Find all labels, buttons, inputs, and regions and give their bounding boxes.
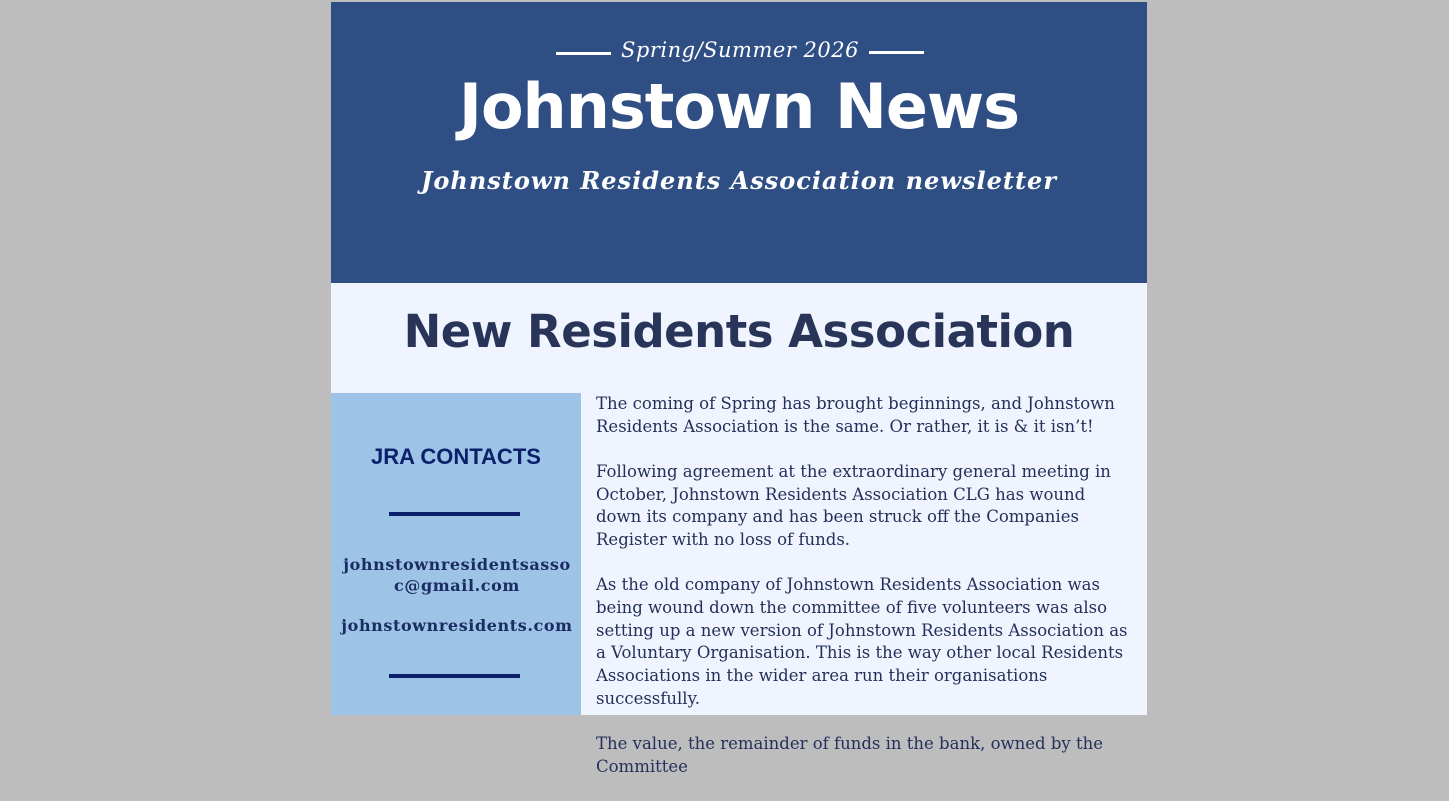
article-paragraph: The value, the remainder of funds in the bank, owned by the Committee [596, 733, 1103, 776]
article-body [596, 393, 1131, 801]
season-rule-right [869, 51, 924, 54]
sidebar-divider-bottom [389, 674, 520, 678]
contacts-heading: JRA CONTACTS [371, 444, 541, 469]
section-heading: New Residents Association [403, 305, 1075, 358]
sidebar-divider-top [389, 512, 520, 516]
contacts-sidebar [331, 393, 581, 715]
contact-email-link[interactable]: johnstownresidentsassoc@gmail.com [343, 555, 571, 595]
newsletter-subtitle: Johnstown Residents Association newsletter [421, 166, 1057, 195]
masthead [331, 2, 1147, 283]
season-label: Spring/Summer 2026 [621, 38, 859, 62]
article-paragraph: Following agreement at the extraordinary general meeting in October, Johnstown Residents Association CLG has wound down its company and has been struck off the Companies Register with no loss of funds. [596, 461, 1111, 550]
contact-website-link[interactable]: johnstownresidents.com [341, 616, 573, 635]
newsletter-page [331, 2, 1147, 776]
article-paragraph: As the old company of Johnstown Residents Association was being wound down the committee of five volunteers was also setting up a new version of Johnstown Residents Association as a Voluntary Organisation. This is the way other local Residents Associations in the wider area run their organisations successfully. [596, 575, 1128, 708]
newsletter-title: Johnstown News [458, 70, 1020, 143]
article-paragraph: The coming of Spring has brought beginnings, and Johnstown Residents Association is the same. Or rather, it is & it isn’t! [596, 394, 1115, 436]
season-rule-left [556, 52, 611, 55]
